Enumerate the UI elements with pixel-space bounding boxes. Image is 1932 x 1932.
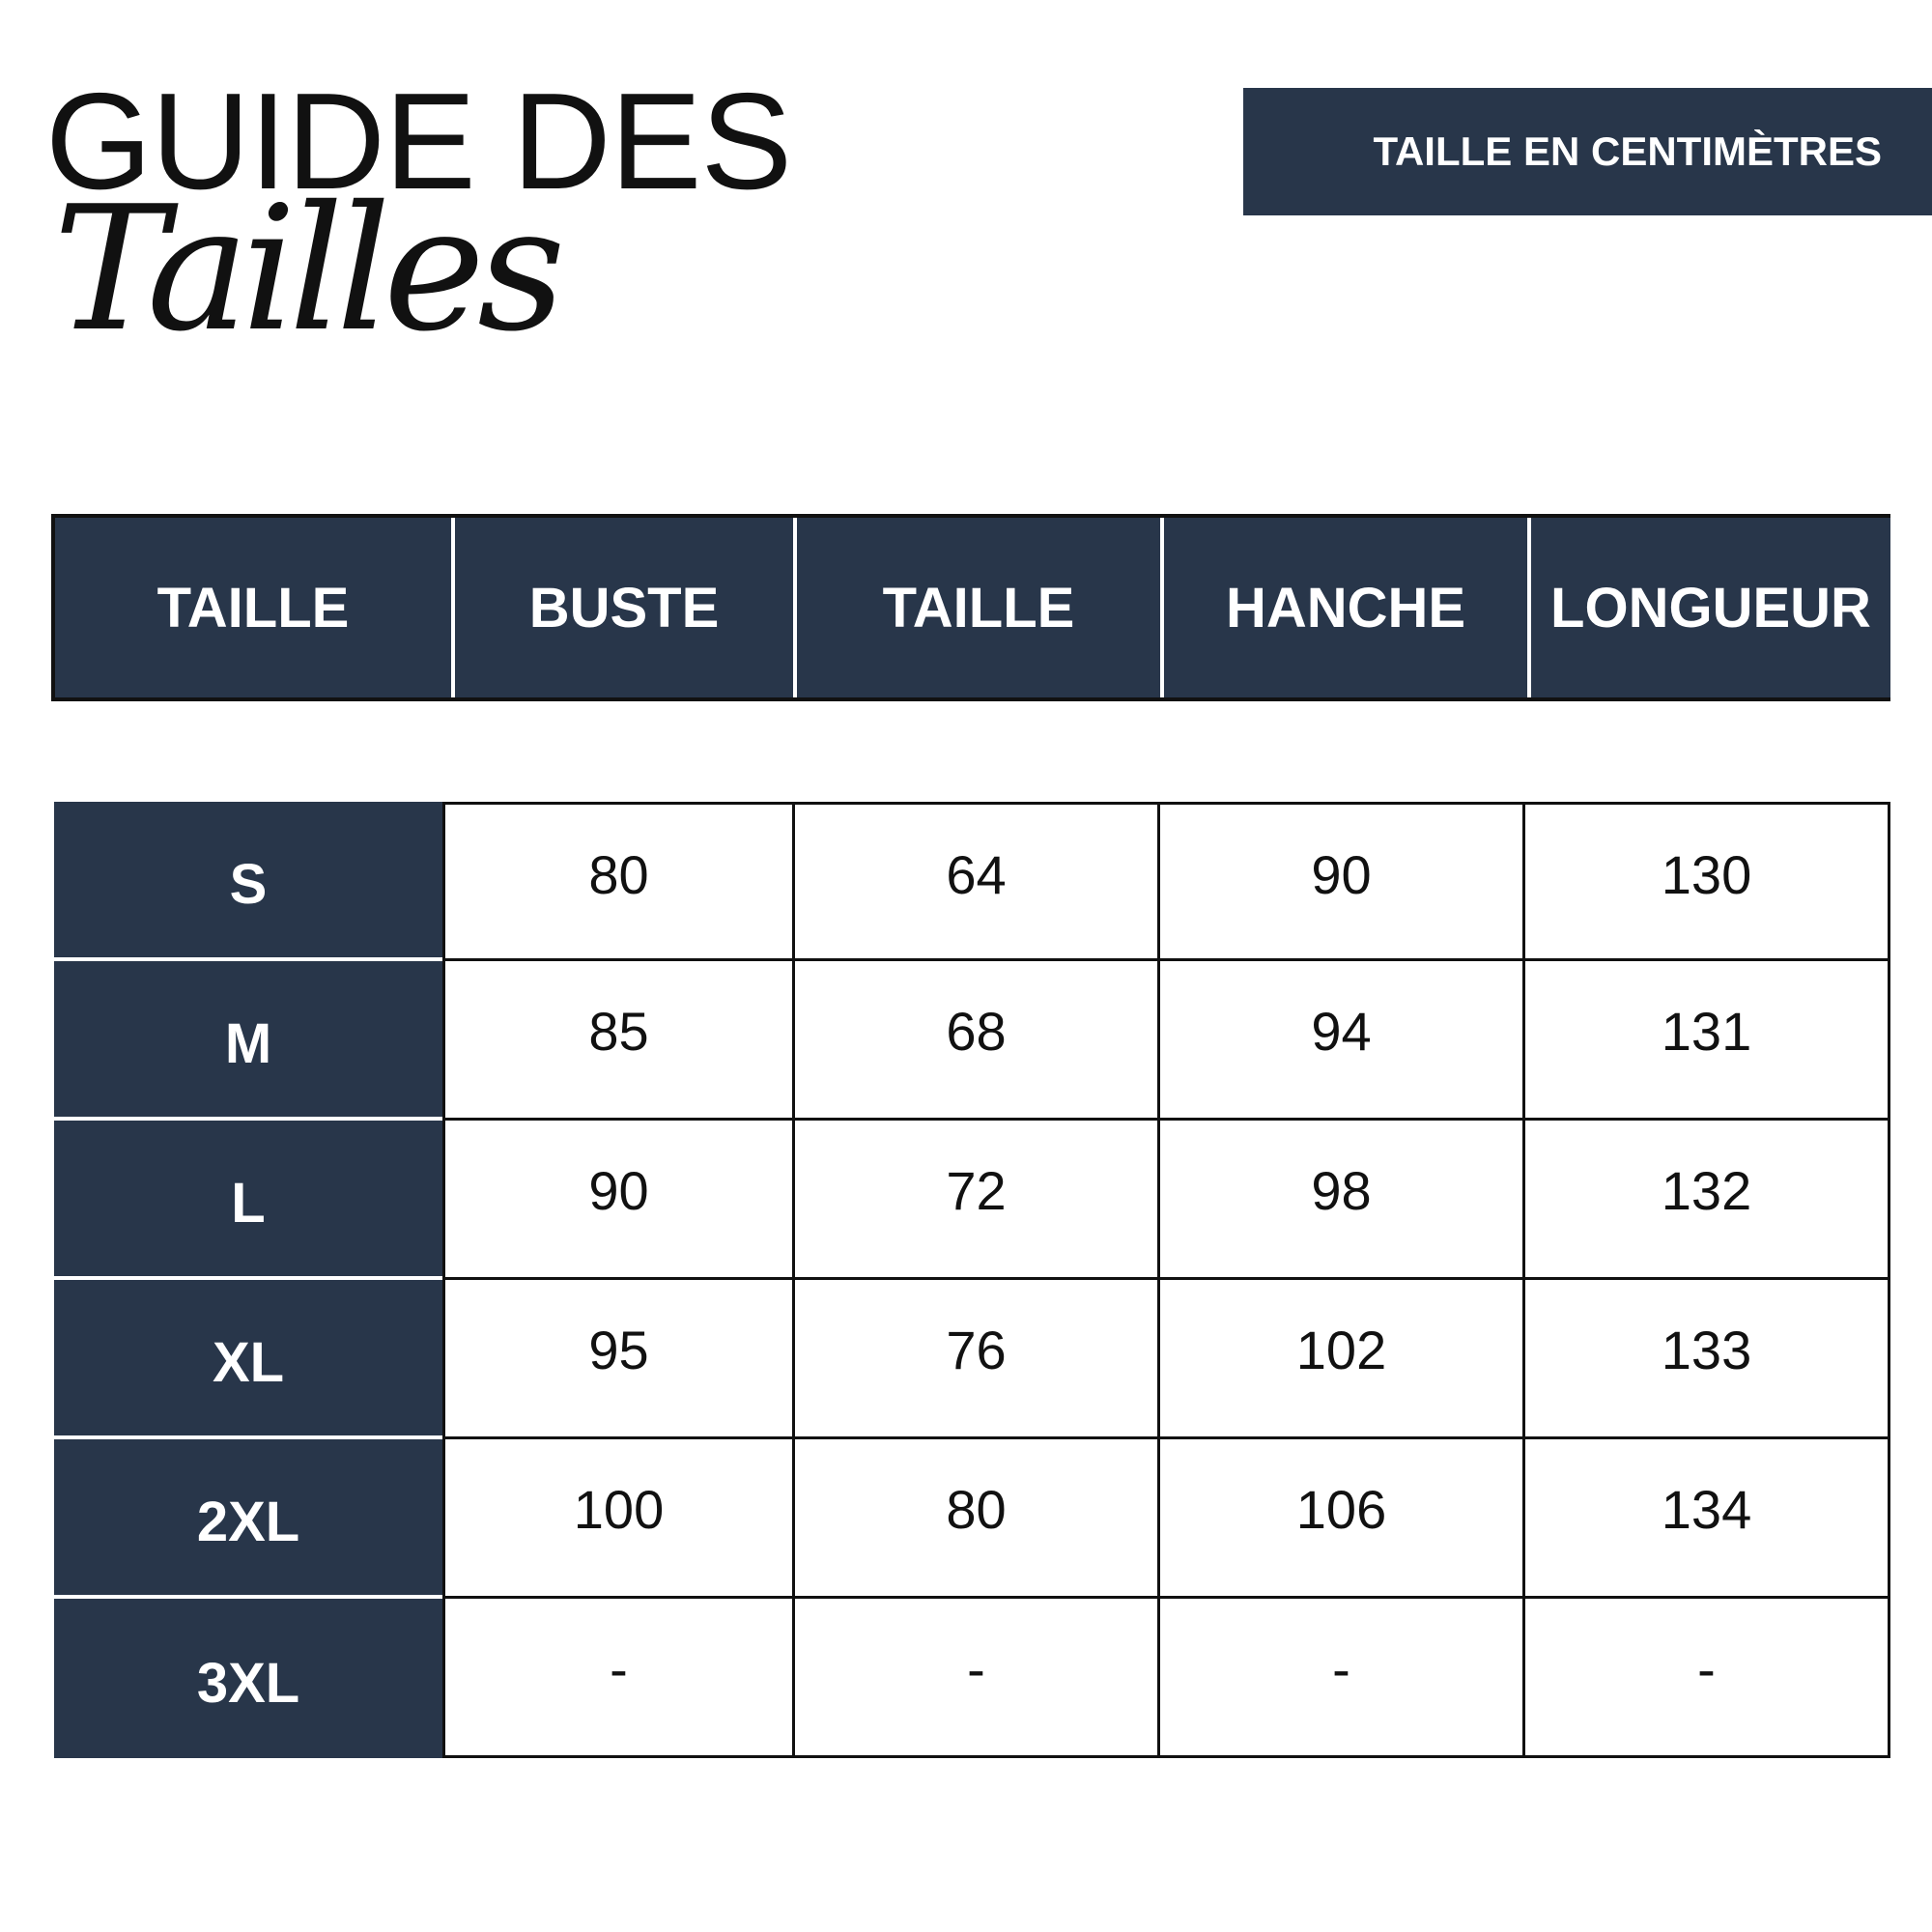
row-header-size: XL [54, 1280, 442, 1439]
row-header-size: 3XL [54, 1599, 442, 1758]
unit-badge: TAILLE EN CENTIMÈTRES [1243, 88, 1932, 215]
cell-hip: - [1160, 1599, 1525, 1758]
cell-length: 131 [1525, 961, 1890, 1121]
table-row [54, 802, 1890, 961]
cell-length: - [1525, 1599, 1890, 1758]
cell-bust: 90 [442, 1121, 795, 1280]
cell-waist: 64 [795, 802, 1160, 961]
table-row [54, 1280, 1890, 1439]
table-header-row [51, 514, 1890, 701]
column-header-length: LONGUEUR [1550, 576, 1871, 639]
page-title: GUIDE DES [45, 65, 792, 218]
page-subtitle-script: Tailles [53, 169, 558, 369]
row-header-size: M [54, 961, 442, 1121]
cell-bust: 85 [442, 961, 795, 1121]
cell-length: 134 [1525, 1439, 1890, 1599]
cell-length: 130 [1525, 802, 1890, 961]
size-table [54, 802, 1890, 1763]
column-header-size: TAILLE [55, 518, 455, 697]
table-row [54, 961, 1890, 1121]
row-header-size: S [54, 802, 442, 961]
cell-length: 133 [1525, 1280, 1890, 1439]
cell-hip: 90 [1160, 802, 1525, 961]
cell-bust: 100 [442, 1439, 795, 1599]
table-row [54, 1439, 1890, 1599]
column-header-bust: BUSTE [455, 518, 797, 697]
cell-bust: - [442, 1599, 795, 1758]
table-row [54, 1599, 1890, 1758]
cell-waist: 68 [795, 961, 1160, 1121]
cell-waist: 80 [795, 1439, 1160, 1599]
column-header-hip: HANCHE [1164, 518, 1531, 697]
cell-hip: 106 [1160, 1439, 1525, 1599]
cell-hip: 98 [1160, 1121, 1525, 1280]
cell-waist: 72 [795, 1121, 1160, 1280]
cell-waist: 76 [795, 1280, 1160, 1439]
cell-bust: 80 [442, 802, 795, 961]
cell-hip: 102 [1160, 1280, 1525, 1439]
row-header-size: L [54, 1121, 442, 1280]
table-row [54, 1121, 1890, 1280]
cell-hip: 94 [1160, 961, 1525, 1121]
row-header-size: 2XL [54, 1439, 442, 1599]
cell-bust: 95 [442, 1280, 795, 1439]
cell-length: 132 [1525, 1121, 1890, 1280]
cell-waist: - [795, 1599, 1160, 1758]
column-header-waist: TAILLE [797, 518, 1164, 697]
